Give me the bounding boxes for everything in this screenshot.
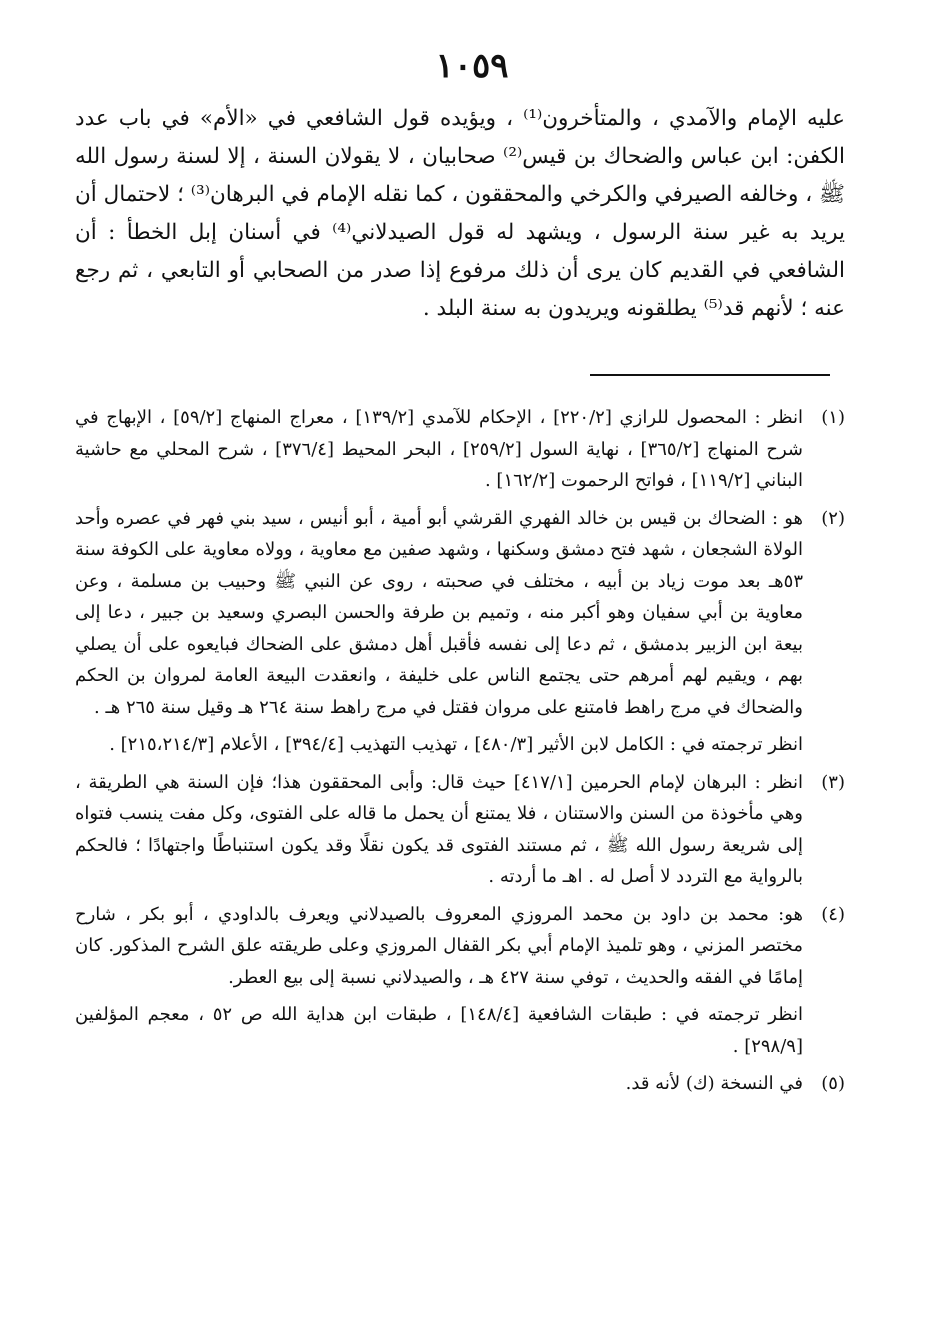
main-text	[75, 100, 845, 328]
page-number: ١٠٥٩	[435, 46, 509, 86]
footnote-body	[75, 899, 803, 1063]
footnote-2	[75, 503, 845, 761]
footnote-number: (٢)	[821, 507, 845, 529]
footnote-paragraph: انظر : البرهان لإمام الحرمين [٤١٧/١] حيث قال: وأبى المحققون هذا؛ فإن السنة هي الطريقة ، وهي مأخوذة من السنن والاستنان ، فلا يمتنع أن يحمل ما قاله على الفتوى، وكل مفت ينسب فتواه إلى شريعة رسول الله ﷺ ، ثم مستند الفتوى قد يكون نقلًا وقد يكون استنباطًا واجتهادًا ؛ فالحكم بالرواية مع التردد لا أصل له . اهـ ما أردته .	[75, 771, 804, 887]
footnote-number: (٤)	[821, 903, 845, 925]
footnote-5	[75, 1068, 845, 1100]
footnote-body	[75, 402, 803, 497]
footnote-separator	[590, 374, 830, 376]
footnote-paragraph: هو : الضحاك بن قيس بن خالد الفهري القرشي أبو أمية ، أبو أنيس ، سيد بني فهر في عصره وأحد الولاة الشجعان ، شهد فتح دمشق وسكنها ، وشهد صفين مع معاوية ، وولاه معاوية على الكوفة سنة ٥٣هـ بعد موت زياد بن أبيه ، مختلف في صحبته ، روى عن النبي ﷺ وحبيب بن مسلمة ، وعن معاوية بن أبي سفيان وهو أكبر منه ، وتميم بن طرفة والحسن البصري وسعيد بن جبير ، دعا إلى بيعة ابن الزبير بدمشق ، ثم دعا إلى نفسه فأقبل أهل دمشق على الضحاك فبايعوه على أن يصلي بهم ، ويقيم لهم أمرهم حتى يجتمع الناس على خليفة ، وانعقدت البيعة العامة لمروان بن الحكم والضحاك في مرج راهط فامتنع على مروان فقتل في مرج راهط سنة ٢٦٤ هـ وقيل سنة ٢٦٥ هـ .	[75, 507, 803, 718]
footnote-paragraph: في النسخة (ك) لأنه قد.	[625, 1073, 803, 1094]
footnote-body	[75, 1068, 803, 1100]
footnotes	[75, 402, 845, 1106]
main-paragraph: عليه الإمام والآمدي ، والمتأخرون⁽¹⁾ ، ويؤيده قول الشافعي في «الأم» في باب عدد الكفن: ابن عباس والضحاك بن قيس⁽²⁾ صحابيان ، لا يقولان السنة ، إلا لسنة رسول الله ﷺ ، وخالفه الصيرفي والكرخي والمحققون ، كما نقله الإمام في البرهان⁽³⁾ ؛ لاحتمال أن يريد به غير سنة الرسول ، ويشهد له قول الصيدلاني⁽⁴⁾ في أسنان إبل الخطأ : أن الشافعي في القديم كان يرى أن ذلك مرفوع إذا صدر من الصحابي أو التابعي ، ثم رجع عنه ؛ لأنهم قد⁽⁵⁾ يطلقونه ويريدون به سنة البلد .	[75, 106, 845, 321]
footnote-number: (٣)	[821, 771, 845, 793]
footnote-paragraph: انظر ترجمته في : الكامل لابن الأثير [٤٨٠/٣] ، تهذيب التهذيب [٣٩٤/٤] ، الأعلام [٢١٥،٢١٤/٣] .	[109, 734, 803, 755]
footnote-3	[75, 767, 845, 893]
footnote-number: (١)	[821, 407, 845, 428]
footnote-paragraph: انظر : المحصول للرازي [٢٢٠/٢] ، الإحكام للآمدي [١٣٩/٢] ، معراج المنهاج [٥٩/٢] ، الإبهاج في شرح المنهاج [٣٦٥/٢] ، نهاية السول [٢٥٩/٢] ، البحر المحيط [٣٧٦/٤] ، شرح المحلي مع حاشية البناني [١١٩/٢] ، فواتح الرحموت [١٦٢/٢] .	[75, 407, 804, 491]
footnote-body	[75, 767, 803, 893]
footnote-1	[75, 402, 845, 497]
footnote-body	[75, 503, 803, 761]
footnote-paragraph: انظر ترجمته في : طبقات الشافعية [١٤٨/٤] ، طبقات ابن هداية الله ص ٥٢ ، معجم المؤلفين [٢٩٨/٩] .	[75, 1004, 803, 1057]
footnote-4	[75, 899, 845, 1063]
footnote-paragraph: هو: محمد بن داود بن محمد المروزي المعروف بالصيدلاني ويعرف بالداودي ، أبو بكر ، شارح مختصر المزني ، وهو تلميذ الإمام أبي بكر القفال المروزي وعلى طريقته علق الشرح المذكور. كان إمامًا في الفقه والحديث ، توفي سنة ٤٢٧ هـ ، والصيدلاني نسبة إلى بيع العطر.	[75, 903, 803, 988]
footnote-number: (٥)	[821, 1073, 845, 1094]
